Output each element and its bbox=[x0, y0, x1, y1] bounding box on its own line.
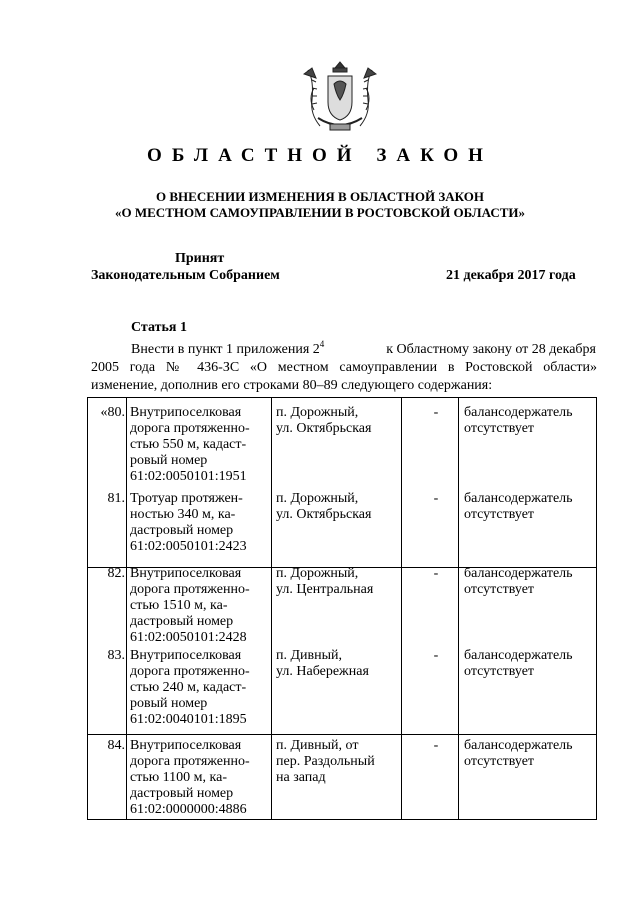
balance-holder-line: отсутствует bbox=[464, 421, 535, 436]
balance-holder-line: отсутствует bbox=[464, 582, 535, 597]
article-text-line1-part-b: к Областному закону от 28 декабря bbox=[386, 342, 596, 357]
object-description-line: Внутрипоселковая bbox=[130, 566, 242, 581]
superscript: 4 bbox=[319, 339, 325, 349]
object-description-line: ровый номер bbox=[130, 696, 208, 711]
object-description bbox=[130, 738, 266, 818]
empty-value-dash: - bbox=[433, 405, 439, 420]
object-address-line: ул. Октябрьская bbox=[276, 421, 372, 436]
object-description-line: дорога протяженно- bbox=[130, 421, 250, 436]
object-description-line: 61:02:0050101:2428 bbox=[130, 630, 247, 645]
object-address-line: п. Дорожный, bbox=[276, 405, 359, 420]
object-description bbox=[130, 491, 266, 555]
object-address bbox=[276, 566, 396, 598]
object-description-line: 61:02:0050101:1951 bbox=[130, 469, 247, 484]
article-text-line1-part-a: Внести в пункт 1 приложения $2^4$ bbox=[131, 339, 325, 357]
empty-value-dash: - bbox=[433, 648, 439, 663]
balance-holder-line: отсутствует bbox=[464, 754, 535, 769]
article-text-line1 bbox=[131, 339, 596, 358]
object-description-line: стью 1100 м, ка- bbox=[130, 770, 227, 785]
object-address-line: ул. Октябрьская bbox=[276, 507, 372, 522]
law-subtitle-line1: О ВНЕСЕНИИ ИЗМЕНЕНИЯ В ОБЛАСТНОЙ ЗАКОН bbox=[156, 189, 484, 204]
object-description-line: Внутрипоселковая bbox=[130, 405, 242, 420]
object-description-line: дастровый номер bbox=[130, 786, 234, 801]
object-address-line: ул. Центральная bbox=[276, 582, 374, 597]
empty-value-dash: - bbox=[433, 738, 439, 753]
object-address bbox=[276, 648, 396, 680]
balance-holder-line: балансодержатель bbox=[464, 491, 573, 506]
adopted-date: 21 декабря 2017 года bbox=[446, 268, 576, 283]
object-description-line: 61:02:0040101:1895 bbox=[130, 712, 247, 727]
empty-value-dash: - bbox=[433, 491, 439, 506]
object-description-line: Внутрипоселковая bbox=[130, 738, 242, 753]
balance-holder bbox=[464, 405, 594, 437]
balance-holder-line: балансодержатель bbox=[464, 405, 573, 420]
object-address-line: п. Дорожный, bbox=[276, 491, 359, 506]
balance-holder-line: балансодержатель bbox=[464, 566, 573, 581]
object-description-line: 61:02:0050101:2423 bbox=[130, 539, 247, 554]
amendment-table bbox=[87, 397, 597, 820]
column-divider bbox=[458, 398, 459, 819]
object-address-line: ул. Набережная bbox=[276, 664, 369, 679]
article-text-line2: 2005 года № 436-ЗС «О местном самоуправлении в Ростовской области» bbox=[91, 360, 597, 375]
object-address-line: п. Дорожный, bbox=[276, 566, 359, 581]
law-title: ОБЛАСТНОЙ ЗАКОН bbox=[147, 145, 493, 166]
balance-holder-line: отсутствует bbox=[464, 507, 535, 522]
object-description-line: дорога протяженно- bbox=[130, 754, 250, 769]
balance-holder bbox=[464, 491, 594, 523]
empty-value-dash: - bbox=[433, 566, 439, 581]
object-address-line: на запад bbox=[276, 770, 326, 785]
row-number: 83. bbox=[107, 648, 125, 663]
object-address bbox=[276, 405, 396, 437]
object-description bbox=[130, 566, 266, 646]
balance-holder bbox=[464, 566, 594, 598]
object-description-line: дорога протяженно- bbox=[130, 582, 250, 597]
object-description-line: Внутрипоселковая bbox=[130, 648, 242, 663]
object-address bbox=[276, 491, 396, 523]
object-description-line: дастровый номер bbox=[130, 523, 234, 538]
object-description bbox=[130, 405, 266, 485]
column-divider bbox=[271, 398, 272, 819]
object-description-line: 61:02:0000000:4886 bbox=[130, 802, 247, 817]
balance-holder bbox=[464, 738, 594, 770]
object-description bbox=[130, 648, 266, 728]
object-address-line: пер. Раздольный bbox=[276, 754, 375, 769]
balance-holder-line: балансодержатель bbox=[464, 738, 573, 753]
object-description-line: стью 1510 м, ка- bbox=[130, 598, 228, 613]
object-description-line: дастровый номер bbox=[130, 614, 234, 629]
row-number: «80. bbox=[100, 405, 125, 420]
object-description-line: ностью 340 м, ка- bbox=[130, 507, 236, 522]
row-divider bbox=[88, 734, 596, 735]
object-description-line: ровый номер bbox=[130, 453, 208, 468]
adopted-label: Принят bbox=[175, 251, 225, 266]
law-subtitle-line2: «О МЕСТНОМ САМОУПРАВЛЕНИИ В РОСТОВСКОЙ ОБЛАСТИ» bbox=[115, 205, 525, 220]
article-title: Статья 1 bbox=[131, 320, 187, 335]
object-address bbox=[276, 738, 396, 786]
object-description-line: стью 240 м, кадаст- bbox=[130, 680, 247, 695]
object-description-line: стью 550 м, кадаст- bbox=[130, 437, 247, 452]
column-divider bbox=[126, 398, 127, 819]
balance-holder-line: отсутствует bbox=[464, 664, 535, 679]
balance-holder bbox=[464, 648, 594, 680]
balance-holder-line: балансодержатель bbox=[464, 648, 573, 663]
row-number: 81. bbox=[107, 491, 125, 506]
object-address-line: п. Дивный, от bbox=[276, 738, 359, 753]
object-description-line: дорога протяженно- bbox=[130, 664, 250, 679]
coat-of-arms-icon bbox=[300, 58, 380, 136]
object-address-line: п. Дивный, bbox=[276, 648, 343, 663]
article-text-line3: изменение, дополнив его строками 80–89 следующего содержания: bbox=[91, 378, 493, 393]
row-number: 84. bbox=[107, 738, 125, 753]
adopted-body: Законодательным Собранием bbox=[91, 268, 280, 283]
object-description-line: Тротуар протяжен- bbox=[130, 491, 243, 506]
column-divider bbox=[401, 398, 402, 819]
row-number: 82. bbox=[107, 566, 125, 581]
